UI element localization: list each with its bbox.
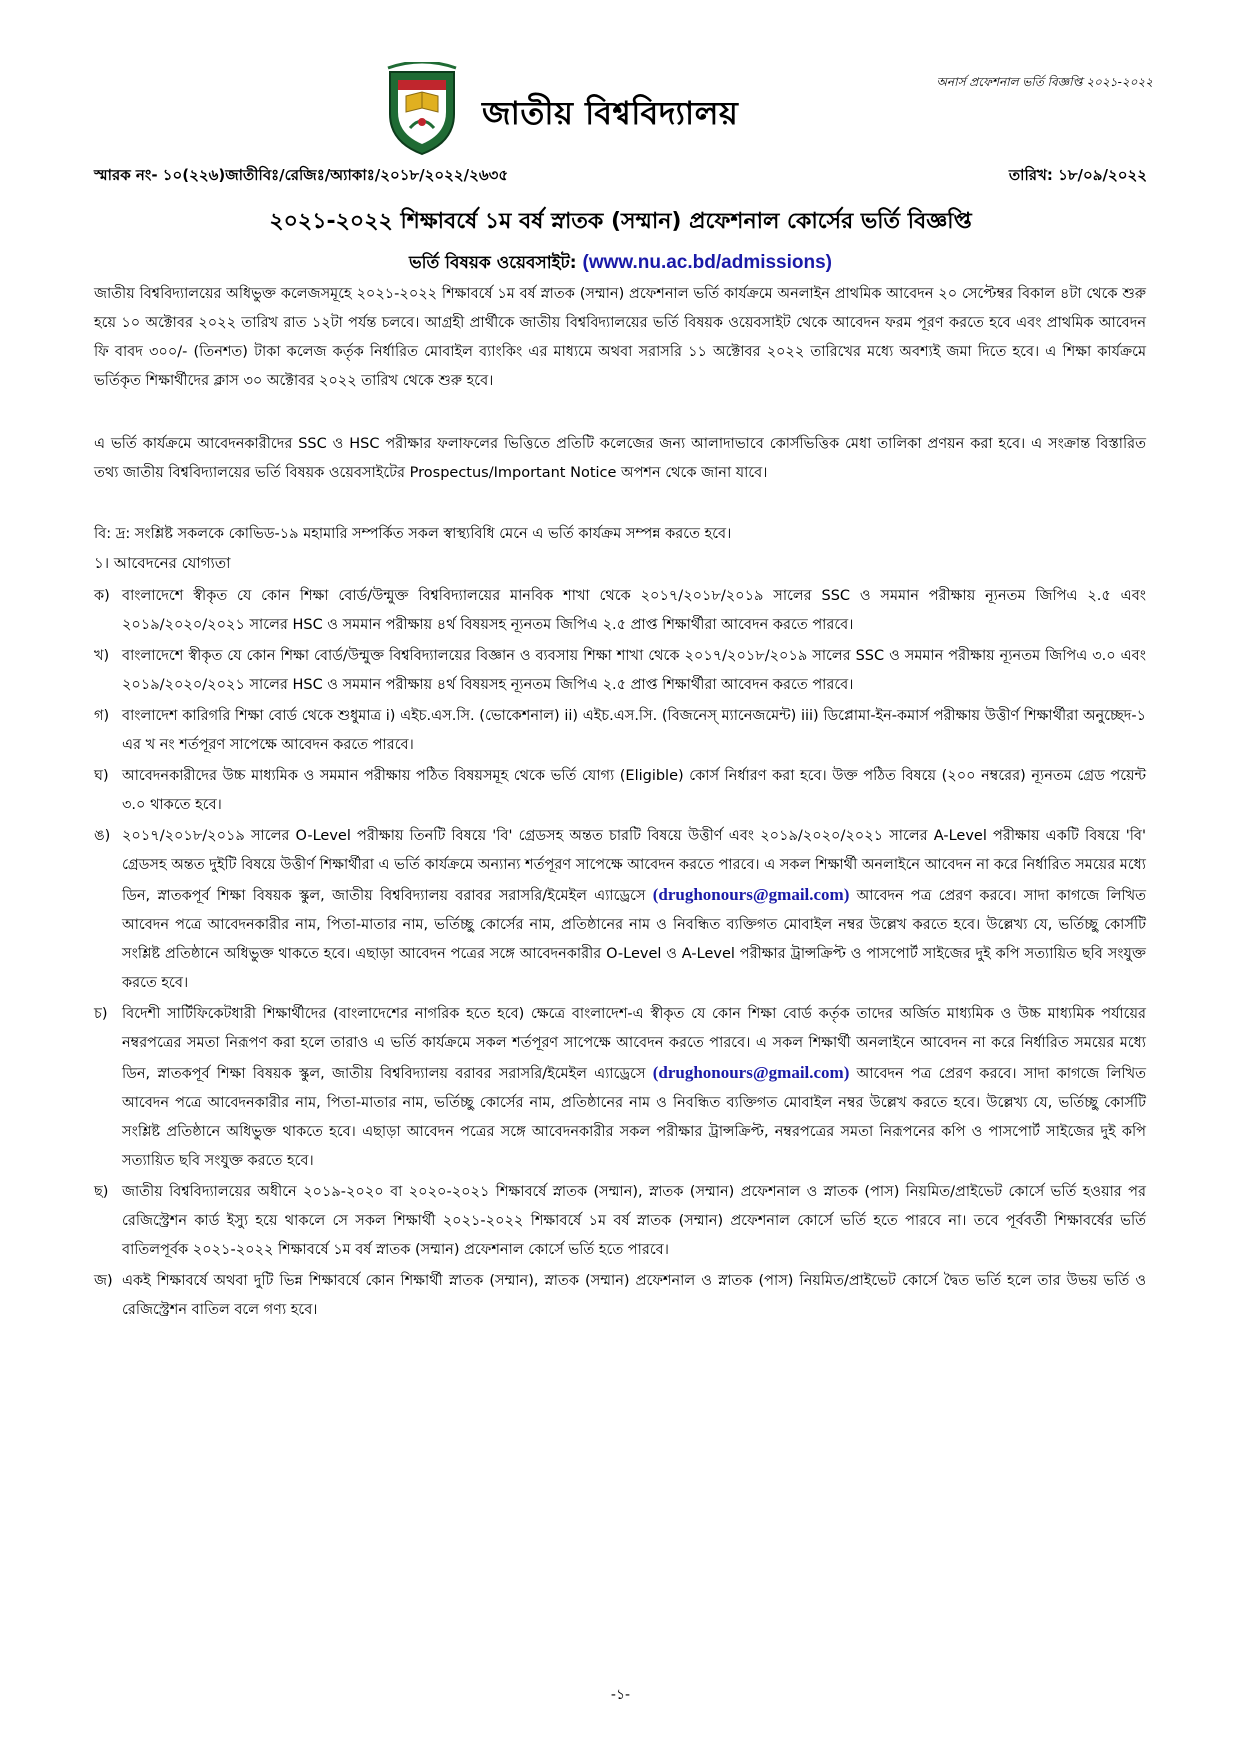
website-line xyxy=(0,250,1241,278)
item-marker: চ) xyxy=(94,1006,108,1022)
item-marker: খ) xyxy=(94,648,110,664)
website-url-link[interactable]: (www.nu.ac.bd/admissions) xyxy=(582,252,833,273)
item-text: একই শিক্ষাবর্ষে অথবা দুটি ভিন্ন শিক্ষাবর্ষে কোন শিক্ষার্থী স্নাতক (সম্মান), স্নাতক (সম্মান) প্রফেশনাল ও স্নাতক (পাস) নিয়মিত/প্রাইভেট কোর্সে দ্বৈত ভর্তি হলে তার উভয় ভর্তি ও রেজিস্ট্রেশন বাতিল বলে গণ্য হবে। xyxy=(122,1273,1146,1318)
eligibility-item xyxy=(94,1000,1146,1176)
website-label: ভর্তি বিষয়ক ওয়েবসাইট: xyxy=(408,253,577,273)
item-text: বাংলাদেশ কারিগরি শিক্ষা বোর্ড থেকে শুধুমাত্র i) এইচ.এস.সি. (ভোকেশনাল) ii) এইচ.এস.সি. (বিজনেস্ ম্যানেজমেন্ট) iii) ডিপ্লোমা-ইন-কমার্স পরীক্ষায় উত্তীর্ণ শিক্ষার্থীরা অনুচ্ছেদ-১ এর খ নং শর্তপূরণ সাপেক্ষে আবেদন করতে পারবে। xyxy=(122,708,1146,753)
item-marker: ছ) xyxy=(94,1184,109,1200)
notice-title: ২০২১-২০২২ শিক্ষাবর্ষে ১ম বর্ষ স্নাতক (সম্মান) প্রফেশনাল কোর্সের ভর্তি বিজ্ঞপ্তি xyxy=(269,209,972,234)
item-text: বাংলাদেশে স্বীকৃত যে কোন শিক্ষা বোর্ড/উন্মুক্ত বিশ্ববিদ্যালয়ের বিজ্ঞান ও ব্যবসায় শিক্ষা শাখা থেকে ২০১৭/২০১৮/২০১৯ সালের SSC ও সমমান পরীক্ষায় ন্যূনতম জিপিএ ৩.০ এবং ২০১৯/২০২০/২০২১ সালের HSC ও সমমান পরীক্ষায় ৪র্থ বিষয়সহ ন্যূনতম জিপিএ ২.৫ প্রাপ্ত শিক্ষার্থীরা আবেদন করতে পারবে। xyxy=(122,648,1146,693)
section-heading-eligibility: ১। আবেদনের যোগ্যতা xyxy=(94,554,231,572)
eligibility-item xyxy=(94,642,1146,700)
header-note: অনার্স প্রফেশনাল ভর্তি বিজ্ঞপ্তি ২০২১-২০২২ xyxy=(936,75,1153,89)
email-link[interactable]: (drughonours@gmail.com) xyxy=(652,1063,850,1082)
memo-number: স্মারক নং- ১০(২২৬)জাতীবিঃ/রেজিঃ/অ্যাকাঃ/২০১৮/২০২২/২৬৩৫ xyxy=(94,166,509,184)
item-text: ২০১৭/২০১৮/২০১৯ সালের O-Level পরীক্ষায় তিনটি বিষয়ে 'বি' গ্রেডসহ অন্তত চারটি বিষয়ে উত্তীর্ণ এবং ২০১৯/২০২০/২০২১ সালের A-Level পরীক্ষায় একটি বিষয়ে 'বি' গ্রেডসহ অন্তত দুইটি বিষয়ে উত্তীর্ণ শিক্ষার্থীরা এ ভর্তি কার্যক্রমে অন্যান্য শর্তপূরণ সাপেক্ষে আবেদন করতে পারবে। এ সকল শিক্ষার্থী অনলাইনে আবেদন না করে নির্ধারিত সময়ের মধ্যে ডিন, স্নাতকপূর্ব শিক্ষা বিষয়ক স্কুল, জাতীয় বিশ্ববিদ্যালয় বরাবর সরাসরি/ইমেইল এ্যাড্রেসে xyxy=(122,828,1146,904)
item-text: আবেদন পত্র প্রেরণ করবে। সাদা কাগজে লিখিত আবেদন পত্রে আবেদনকারীর নাম, পিতা-মাতার নাম, ভর্তিচ্ছু কোর্সের নাম, প্রতিষ্ঠানের নাম ও নিবন্ধিত ব্যক্তিগত মোবাইল নম্বর উল্লেখ করতে হবে। উল্লেখ্য যে, ভর্তিচ্ছু কোর্সটি সংশ্লিষ্ট প্রতিষ্ঠানে অধিভুক্ত থাকতে হবে। এছাড়া আবেদন পত্রের সঙ্গে আবেদনকারীর O-Level ও A-Level পরীক্ষার ট্রান্সক্রিপ্ট ও পাসপোর্ট সাইজের দুই কপি সত্যায়িত ছবি সংযুক্ত করতে হবে। xyxy=(122,888,1146,991)
eligibility-item xyxy=(94,582,1146,640)
paragraph-merit-list: এ ভর্তি কার্যক্রমে আবেদনকারীদের SSC ও HSC পরীক্ষার ফলাফলের ভিত্তিতে প্রতিটি কলেজের জন্য আলাদাভাবে কোর্সভিত্তিক মেধা তালিকা প্রণয়ন করা হবে। এ সংক্রান্ত বিস্তারিত তথ্য জাতীয় বিশ্ববিদ্যালয়ের ভর্তি বিষয়ক ওয়েবসাইটের Prospectus/Important Notice অপশন থেকে জানা যাবে। xyxy=(94,436,1146,481)
item-marker: ঙ) xyxy=(94,828,111,844)
eligibility-item xyxy=(94,1267,1146,1325)
item-marker: জ) xyxy=(94,1273,113,1289)
eligibility-list xyxy=(94,582,1146,1327)
memo-line xyxy=(94,164,1147,188)
item-text: বাংলাদেশে স্বীকৃত যে কোন শিক্ষা বোর্ড/উন্মুক্ত বিশ্ববিদ্যালয়ের মানবিক শাখা থেকে ২০১৭/২০১৮/২০১৯ সালের SSC ও সমমান পরীক্ষায় ন্যূনতম জিপিএ ২.৫ এবং ২০১৯/২০২০/২০২১ সালের HSC ও সমমান পরীক্ষায় ৪র্থ বিষয়সহ ন্যূনতম জিপিএ ২.৫ প্রাপ্ত শিক্ষার্থীরা আবেদন করতে পারবে। xyxy=(122,588,1146,633)
memo-date: তারিখ: ১৮/০৯/২০২২ xyxy=(1008,166,1147,184)
page-number: -১- xyxy=(610,1687,631,1703)
paragraph-covid-note: বি: দ্র: সংশ্লিষ্ট সকলকে কোভিড-১৯ মহামারি সম্পর্কিত সকল স্বাস্থ্যবিধি মেনে এ ভর্তি কার্যক্রম সম্পন্ন করতে হবে। xyxy=(94,526,732,542)
paragraph-application-schedule: জাতীয় বিশ্ববিদ্যালয়ের অধিভুক্ত কলেজসমূহে ২০২১-২০২২ শিক্ষাবর্ষে ১ম বর্ষ স্নাতক (সম্মান) প্রফেশনাল ভর্তি কার্যক্রমে অনলাইন প্রাথমিক আবেদন ২০ সেপ্টেম্বর বিকাল ৪টা থেকে শুরু হয়ে ১০ অক্টোবর ২০২২ তারিখ রাত ১২টা পর্যন্ত চলবে। আগ্রহী প্রার্থীকে জাতীয় বিশ্ববিদ্যালয়ের ভর্তি বিষয়ক ওয়েবসাইট থেকে আবেদন ফরম পূরণ করতে হবে এবং প্রাথমিক আবেদন ফি বাবদ ৩০০/- (তিনশত) টাকা কলেজ কর্তৃক নির্ধারিত মোবাইল ব্যাংকিং এর মাধ্যমে অথবা সরাসরি ১১ অক্টোবর ২০২২ তারিখের মধ্যে অবশ্যই জমা দিতে হবে। এ শিক্ষা কার্যক্রমে ভর্তিকৃত শিক্ষার্থীদের ক্লাস ৩০ অক্টোবর ২০২২ তারিখ থেকে শুরু হবে। xyxy=(94,286,1146,389)
item-text: জাতীয় বিশ্ববিদ্যালয়ের অধীনে ২০১৯-২০২০ বা ২০২০-২০২১ শিক্ষাবর্ষে স্নাতক (সম্মান), স্নাতক (সম্মান) প্রফেশনাল ও স্নাতক (পাস) নিয়মিত/প্রাইভেট কোর্সে ভর্তি হওয়ার পর রেজিস্ট্রেশন কার্ড ইস্যু হয়ে থাকলে সে সকল শিক্ষার্থী ২০২১-২০২২ শিক্ষাবর্ষে ১ম বর্ষ স্নাতক (সম্মান) প্রফেশনাল কোর্সে ভর্তি হতে পারবে না। তবে পূর্ববর্তী শিক্ষাবর্ষের ভর্তি বাতিলপূর্বক ২০২১-২০২২ শিক্ষাবর্ষে ১ম বর্ষ স্নাতক (সম্মান) প্রফেশনাল কোর্সে ভর্তি হতে পারবে। xyxy=(122,1184,1146,1258)
eligibility-item xyxy=(94,762,1146,820)
item-text: আবেদন পত্র প্রেরণ করবে। সাদা কাগজে লিখিত আবেদন পত্রে আবেদনকারীর নাম, পিতা-মাতার নাম, ভর্তিচ্ছু কোর্সের নাম, প্রতিষ্ঠানের নাম ও নিবন্ধিত ব্যক্তিগত মোবাইল নম্বর উল্লেখ করতে হবে। উল্লেখ্য যে, ভর্তিচ্ছু কোর্সটি সংশ্লিষ্ট প্রতিষ্ঠানে অধিভুক্ত থাকতে হবে। এছাড়া আবেদন পত্রের সঙ্গে আবেদনকারীর সকল পরীক্ষার ট্রান্সক্রিপ্ট, নম্বরপত্রের সমতা নিরূপনের কপি ও পাসপোর্ট সাইজের দুই কপি সত্যায়িত ছবি সংযুক্ত করতে হবে। xyxy=(122,1066,1146,1169)
email-link[interactable]: (drughonours@gmail.com) xyxy=(652,885,850,904)
university-logo-icon xyxy=(380,62,464,156)
item-marker: ক) xyxy=(94,588,110,604)
item-marker: ঘ) xyxy=(94,768,109,784)
item-text: বিদেশী সার্টিফিকেটধারী শিক্ষার্থীদের (বাংলাদেশের নাগরিক হতে হবে) ক্ষেত্রে বাংলাদেশ-এ স্বীকৃত যে কোন শিক্ষা বোর্ড কর্তৃক তাদের অর্জিত মাধ্যমিক ও উচ্চ মাধ্যমিক পর্যায়ের নম্বরপত্রের সমতা নিরূপণ করা হলে তারাও এ ভর্তি কার্যক্রমে সকল শর্তপূরণ সাপেক্ষে আবেদন করতে পারবে। এ সকল শিক্ষার্থী অনলাইনে আবেদন না করে নির্ধারিত সময়ের মধ্যে ডিন, স্নাতকপূর্ব শিক্ষা বিষয়ক স্কুল, জাতীয় বিশ্ববিদ্যালয় বরাবর সরাসরি/ইমেইল এ্যাড্রেসে xyxy=(122,1006,1146,1082)
eligibility-item xyxy=(94,1178,1146,1265)
university-name: জাতীয় বিশ্ববিদ্যালয় xyxy=(482,94,739,132)
item-marker: গ) xyxy=(94,708,110,724)
item-text: আবেদনকারীদের উচ্চ মাধ্যমিক ও সমমান পরীক্ষায় পঠিত বিষয়সমূহ থেকে ভর্তি যোগ্য (Eligible) কোর্স নির্ধারণ করা হবে। উক্ত পঠিত বিষয়ে (২০০ নম্বরের) ন্যূনতম গ্রেড পয়েন্ট ৩.০ থাকতে হবে। xyxy=(122,768,1146,813)
eligibility-item xyxy=(94,822,1146,998)
eligibility-item xyxy=(94,702,1146,760)
